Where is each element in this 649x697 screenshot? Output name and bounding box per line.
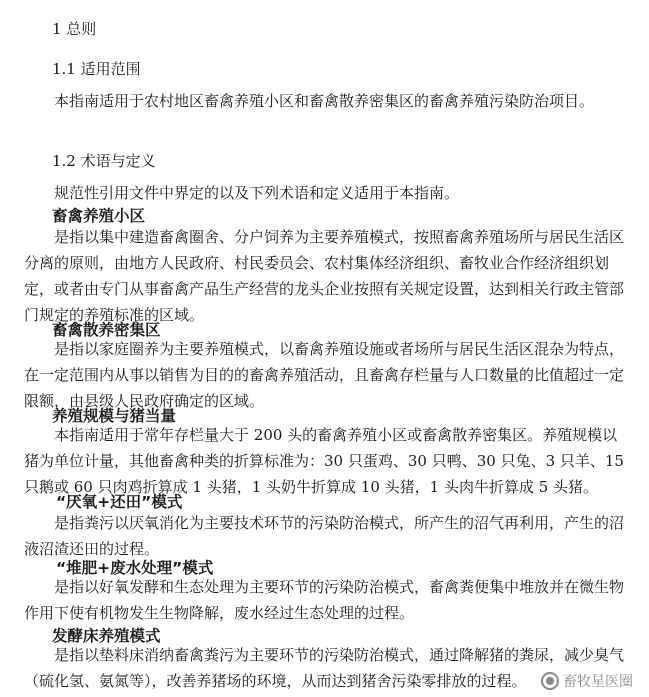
section-1-2-title: 1.2 术语与定义 (52, 152, 156, 170)
term-name: “堆肥+废水处理”模式 (56, 559, 214, 577)
term-definition: 是指以垫料床消纳畜禽粪污为主要环节的污染防治模式，通过降解猪的粪尿，减少臭气（硫化氢、氨氮等），改善养猪场的环境，从而达到猪舍污染零排放的过程。 (24, 646, 625, 690)
watermark-text: 畜牧星医圈 (563, 674, 633, 690)
section-1-1-title: 1.1 适用范围 (52, 60, 141, 78)
section-1-1-body: 本指南适用于农村地区畜禽养殖小区和畜禽散养密集区的畜禽养殖污染防治项目。 (54, 92, 595, 110)
term-definition: 本指南适用于常年存栏量大于 200 头的畜禽养殖小区或畜禽散养密集区。养殖规模以猪为单位计量，其他畜禽种类的折算标准为：30 只蛋鸡、30 只鸭、30 只兔、3 只羊、15 只鹅或 60 只肉鸡折算成 1 头猪，1 头奶牛折算成 10 头猪，1 头肉牛折算成 5 头猪。 (24, 426, 624, 496)
term-definition: 是指以集中建造畜禽圈舍、分户饲养为主要养殖模式，按照畜禽养殖场所与居民生活区分离的原则，由地方人民政府、村民委员会、农村集体经济组织、畜牧业合作经济组织划定，或者由专门从事畜禽产品生产经营的龙头企业按照有关规定设置，达到相关行政主管部门规定的养殖标准的区域。 (24, 228, 625, 324)
section-1-2-body: 规范性引用文件中界定的以及下列术语和定义适用于本指南。 (54, 184, 460, 202)
heading-main: 1 总则 (52, 20, 97, 38)
term-definition: 是指以好氧发酵和生态处理为主要环节的污染防治模式，畜禽粪便集中堆放并在微生物作用下使有机物发生生物降解，废水经过生态处理的过程。 (24, 578, 625, 622)
term-name: 畜禽养殖小区 (52, 207, 146, 225)
term-definition: 是指粪污以厌氧消化为主要技术环节的污染防治模式，所产生的沼气再利用，产生的沼液沼渣还田的过程。 (24, 514, 625, 558)
term-name: 畜禽散养密集区 (52, 321, 161, 339)
term-definition: 是指以家庭圈养为主要养殖模式，以畜禽养殖设施或者场所与居民生活区混杂为特点，在一定范围内从事以销售为目的的畜禽养殖活动，且畜禽存栏量与人口数量的比值超过一定限额，由县级人民政府确定的区域。 (24, 340, 625, 410)
term-name: 发酵床养殖模式 (52, 627, 161, 645)
watermark (539, 671, 635, 691)
term-name: “厌氧+还田”模式 (56, 493, 183, 511)
wechat-logo-icon (541, 672, 559, 690)
term-name: 养殖规模与猪当量 (52, 407, 177, 425)
